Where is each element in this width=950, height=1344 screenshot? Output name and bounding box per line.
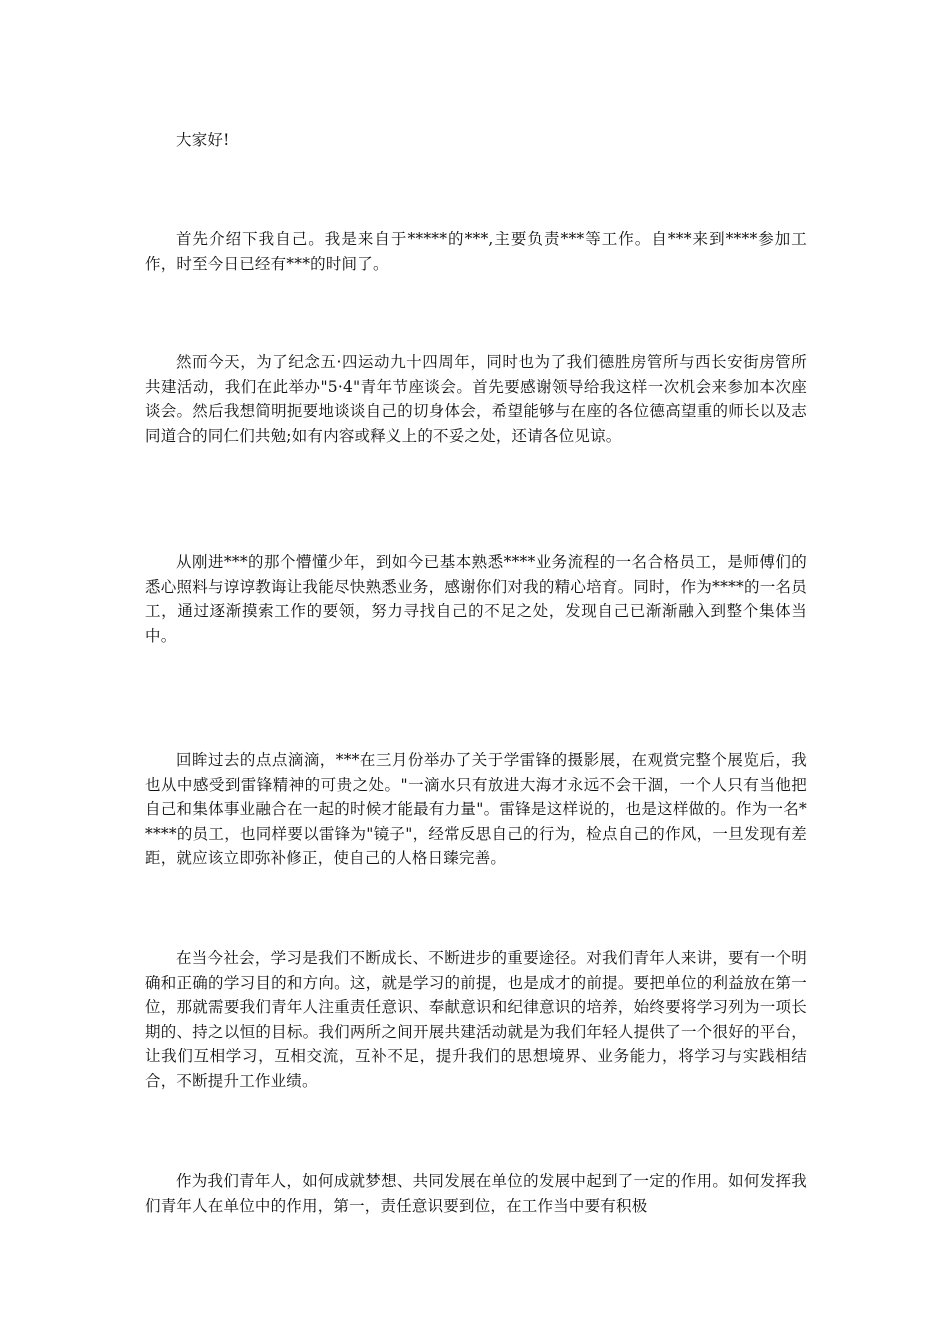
learning-paragraph: 在当今社会，学习是我们不断成长、不断进步的重要途径。对我们青年人来讲，要有一个明确和正确的学习目的和方向。这，就是学习的前提，也是成才的前提。要把单位的利益放在第一位，那就需要我们青年人注重责任意识、奉献意识和纪律意识的培养，始终要将学习列为一项长期的、持之以恒的目标。我们两所之间开展共建活动就是为我们年轻人提供了一个很好的平台，让我们互相学习，互相交流，互补不足，提升我们的思想境界、业务能力，将学习与实践相结合，不断提升工作业绩。 <box>145 949 807 1090</box>
occasion-paragraph: 然而今天，为了纪念五·四运动九十四周年，同时也为了我们德胜房管所与西长安街房管所共建活动，我们在此举办"5·4"青年节座谈会。首先要感谢领导给我这样一次机会来参加本次座谈会。然后我想简明扼要地谈谈自己的切身体会，希望能够与在座的各位德高望重的师长以及志同道合的同仁们共勉;如有内容或释义上的不妥之处，还请各位见谅。 <box>145 353 807 445</box>
lei-feng-paragraph: 回眸过去的点点滴滴，***在三月份举办了关于学雷锋的摄影展，在观赏完整个展览后，我也从中感受到雷锋精神的可贵之处。"一滴水只有放进大海才永远不会干涸，一个人只有当他把自己和集体事业融合在一起的时候才能最有力量"。雷锋是这样说的，也是这样做的。作为一名*****的员工，也同样要以雷锋为"镜子"，经常反思自己的行为，检点自己的作风，一旦发现有差距，就应该立即弥补修正，使自己的人格日臻完善。 <box>145 751 807 867</box>
self-introduction-paragraph: 首先介绍下我自己。我是来自于*****的***,主要负责***等工作。自***来到****参加工作，时至今日已经有***的时间了。 <box>145 230 807 273</box>
youth-role-paragraph: 作为我们青年人，如何成就梦想、共同发展在单位的发展中起到了一定的作用。如何发挥我们青年人在单位中的作用，第一，责任意识要到位，在工作当中要有积极 <box>145 1172 807 1215</box>
greeting-paragraph: 大家好! <box>176 131 230 149</box>
growth-paragraph: 从刚进***的那个懵懂少年，到如今已基本熟悉****业务流程的一名合格员工，是师傅们的悉心照料与谆谆教诲让我能尽快熟悉业务，感谢你们对我的精心培育。同时，作为****的一名员工，通过逐渐摸索工作的要领，努力寻找自己的不足之处，发现自己已渐渐融入到整个集体当中。 <box>145 553 807 645</box>
